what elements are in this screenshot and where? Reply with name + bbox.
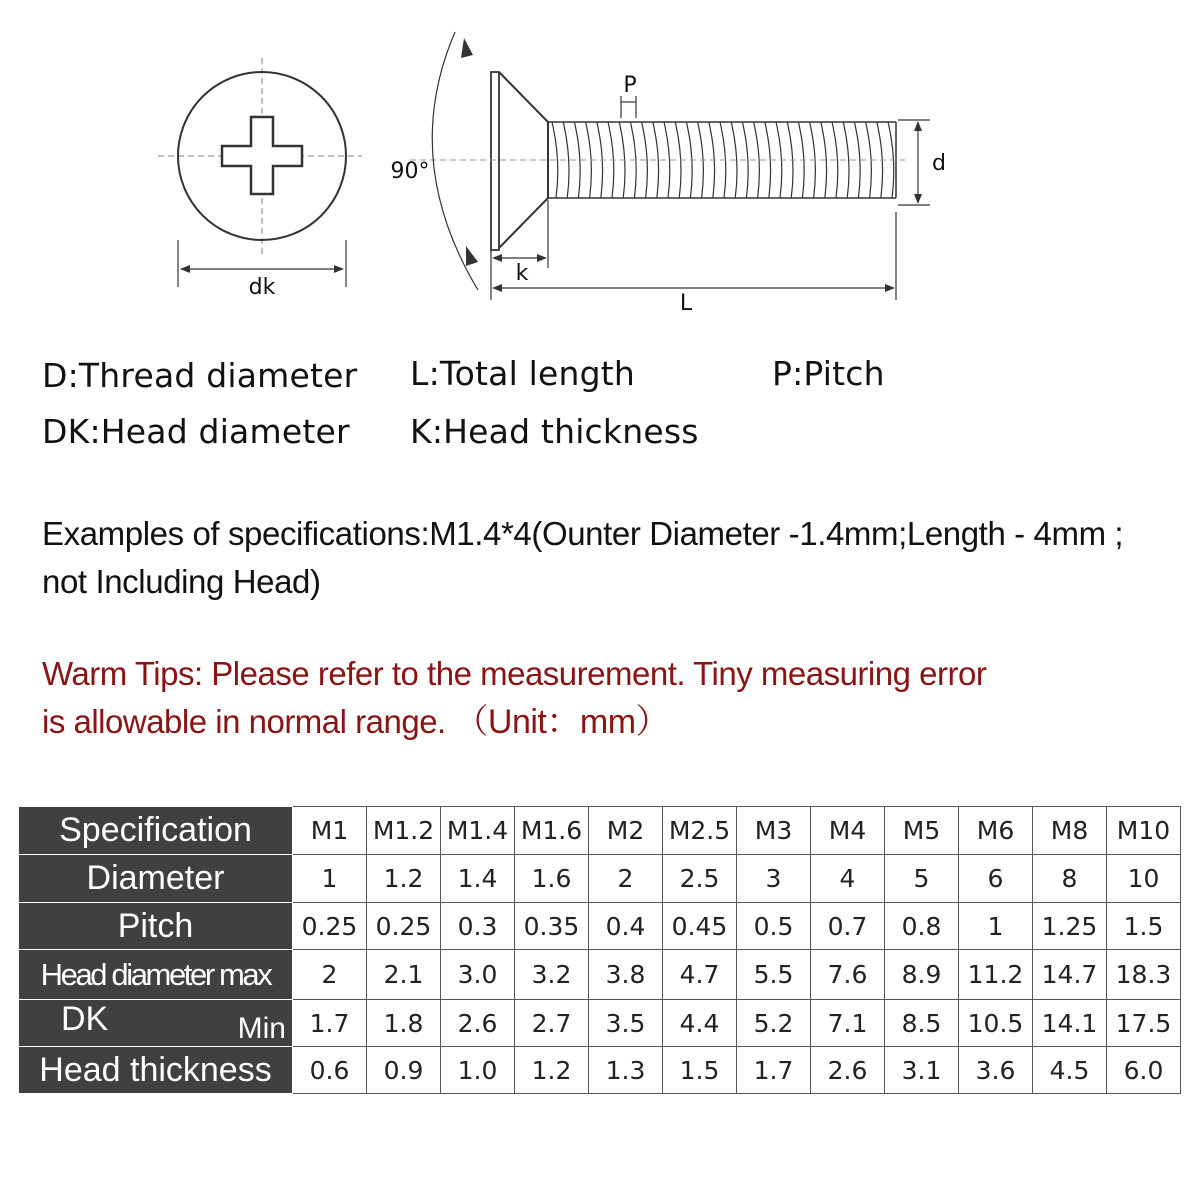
screw-diagram bbox=[0, 0, 1200, 320]
spec-cell: M1 bbox=[293, 807, 367, 855]
value-cell: 3 bbox=[737, 855, 811, 903]
pitch-label: P bbox=[623, 73, 637, 98]
value-cell: 1.3 bbox=[589, 1047, 663, 1094]
min-label: Min bbox=[237, 1012, 286, 1045]
value-cell: 0.4 bbox=[589, 903, 663, 950]
value-cell: 7.1 bbox=[811, 1000, 885, 1047]
value-cell: 6 bbox=[959, 855, 1033, 903]
legend-pitch: P:Pitch bbox=[772, 354, 885, 393]
value-cell: 3.0 bbox=[441, 950, 515, 1000]
tips-line-2 bbox=[42, 698, 1192, 746]
table-row bbox=[19, 903, 1181, 950]
spec-cell: M3 bbox=[737, 807, 811, 855]
spec-cell: M4 bbox=[811, 807, 885, 855]
value-cell: 0.9 bbox=[367, 1047, 441, 1094]
value-cell: 0.3 bbox=[441, 903, 515, 950]
value-cell: 5.5 bbox=[737, 950, 811, 1000]
spec-cell: M1.4 bbox=[441, 807, 515, 855]
head-thickness-label: k bbox=[515, 261, 529, 286]
value-cell: 2.6 bbox=[811, 1047, 885, 1094]
value-cell: 1 bbox=[293, 855, 367, 903]
angle-label: 90° bbox=[390, 159, 430, 184]
spec-cell: M1.2 bbox=[367, 807, 441, 855]
value-cell: 0.25 bbox=[293, 903, 367, 950]
value-cell: 4.5 bbox=[1033, 1047, 1107, 1094]
unit-note: （Unit：mm） bbox=[454, 703, 670, 741]
value-cell: 1.0 bbox=[441, 1047, 515, 1094]
value-cell: 2.1 bbox=[367, 950, 441, 1000]
example-line-2: not Including Head) bbox=[42, 563, 321, 600]
spec-cell: M10 bbox=[1107, 807, 1181, 855]
spec-table-body bbox=[19, 807, 1181, 1094]
value-cell: 1.4 bbox=[441, 855, 515, 903]
value-cell: 10 bbox=[1107, 855, 1181, 903]
dk-label: DK bbox=[61, 1000, 109, 1038]
value-cell: 0.6 bbox=[293, 1047, 367, 1094]
legend-thread-diameter: D:Thread diameter bbox=[42, 356, 358, 395]
value-cell: 1.5 bbox=[1107, 903, 1181, 950]
screw-side-view bbox=[410, 32, 930, 300]
value-cell: 17.5 bbox=[1107, 1000, 1181, 1047]
row-header: Head diameter max bbox=[19, 950, 293, 1000]
value-cell: 0.5 bbox=[737, 903, 811, 950]
value-cell: 1 bbox=[959, 903, 1033, 950]
spec-table bbox=[18, 806, 1181, 1094]
table-row bbox=[19, 1000, 1181, 1047]
value-cell: 3.5 bbox=[589, 1000, 663, 1047]
value-cell: 4.4 bbox=[663, 1000, 737, 1047]
row-header: Head thickness bbox=[19, 1047, 293, 1094]
value-cell: 0.7 bbox=[811, 903, 885, 950]
legend-total-length: L:Total length bbox=[410, 354, 636, 393]
value-cell: 0.45 bbox=[663, 903, 737, 950]
value-cell: 1.7 bbox=[293, 1000, 367, 1047]
dk-dimension-label: dk bbox=[248, 275, 276, 300]
value-cell: 3.1 bbox=[885, 1047, 959, 1094]
value-cell: 5.2 bbox=[737, 1000, 811, 1047]
row-header: Diameter bbox=[19, 855, 293, 903]
value-cell: 6.0 bbox=[1107, 1047, 1181, 1094]
value-cell: 8 bbox=[1033, 855, 1107, 903]
spec-cell: M1.6 bbox=[515, 807, 589, 855]
value-cell: 18.3 bbox=[1107, 950, 1181, 1000]
value-cell: 1.2 bbox=[515, 1047, 589, 1094]
row-header: Pitch bbox=[19, 903, 293, 950]
spec-cell: M2.5 bbox=[663, 807, 737, 855]
value-cell: 1.8 bbox=[367, 1000, 441, 1047]
value-cell: 0.8 bbox=[885, 903, 959, 950]
table-row bbox=[19, 807, 1181, 855]
tips-line-2-text: is allowable in normal range. bbox=[42, 703, 446, 740]
value-cell: 2.5 bbox=[663, 855, 737, 903]
row-header-specification: Specification bbox=[19, 807, 293, 855]
value-cell: 0.35 bbox=[515, 903, 589, 950]
value-cell: 1.6 bbox=[515, 855, 589, 903]
value-cell: 7.6 bbox=[811, 950, 885, 1000]
value-cell: 3.2 bbox=[515, 950, 589, 1000]
legend-head-diameter: DK:Head diameter bbox=[42, 412, 350, 451]
value-cell: 10.5 bbox=[959, 1000, 1033, 1047]
length-label: L bbox=[679, 291, 693, 316]
spec-cell: M5 bbox=[885, 807, 959, 855]
spec-cell: M8 bbox=[1033, 807, 1107, 855]
value-cell: 8.5 bbox=[885, 1000, 959, 1047]
value-cell: 1.5 bbox=[663, 1047, 737, 1094]
value-cell: 0.25 bbox=[367, 903, 441, 950]
table-row bbox=[19, 950, 1181, 1000]
value-cell: 14.7 bbox=[1033, 950, 1107, 1000]
value-cell: 1.2 bbox=[367, 855, 441, 903]
value-cell: 1.7 bbox=[737, 1047, 811, 1094]
thread-diameter-label: d bbox=[932, 151, 946, 176]
legend-head-thickness: K:Head thickness bbox=[410, 412, 699, 451]
example-line-1: Examples of specifications:M1.4*4(Ounter Diameter -1.4mm;Length - 4mm ; bbox=[42, 515, 1124, 552]
value-cell: 3.8 bbox=[589, 950, 663, 1000]
value-cell: 3.6 bbox=[959, 1047, 1033, 1094]
specification-example bbox=[42, 510, 1192, 606]
spec-cell: M2 bbox=[589, 807, 663, 855]
table-row bbox=[19, 1047, 1181, 1094]
value-cell: 4.7 bbox=[663, 950, 737, 1000]
value-cell: 4 bbox=[811, 855, 885, 903]
value-cell: 1.25 bbox=[1033, 903, 1107, 950]
value-cell: 2.6 bbox=[441, 1000, 515, 1047]
value-cell: 8.9 bbox=[885, 950, 959, 1000]
head-top-view bbox=[158, 58, 362, 287]
value-cell: 14.1 bbox=[1033, 1000, 1107, 1047]
value-cell: 2 bbox=[293, 950, 367, 1000]
value-cell: 11.2 bbox=[959, 950, 1033, 1000]
spec-cell: M6 bbox=[959, 807, 1033, 855]
value-cell: 2 bbox=[589, 855, 663, 903]
value-cell: 2.7 bbox=[515, 1000, 589, 1047]
table-row bbox=[19, 855, 1181, 903]
row-header-dk-min bbox=[19, 1000, 293, 1047]
tips-line-1: Warm Tips: Please refer to the measurement. Tiny measuring error bbox=[42, 655, 987, 692]
warm-tips bbox=[42, 650, 1192, 746]
value-cell: 5 bbox=[885, 855, 959, 903]
